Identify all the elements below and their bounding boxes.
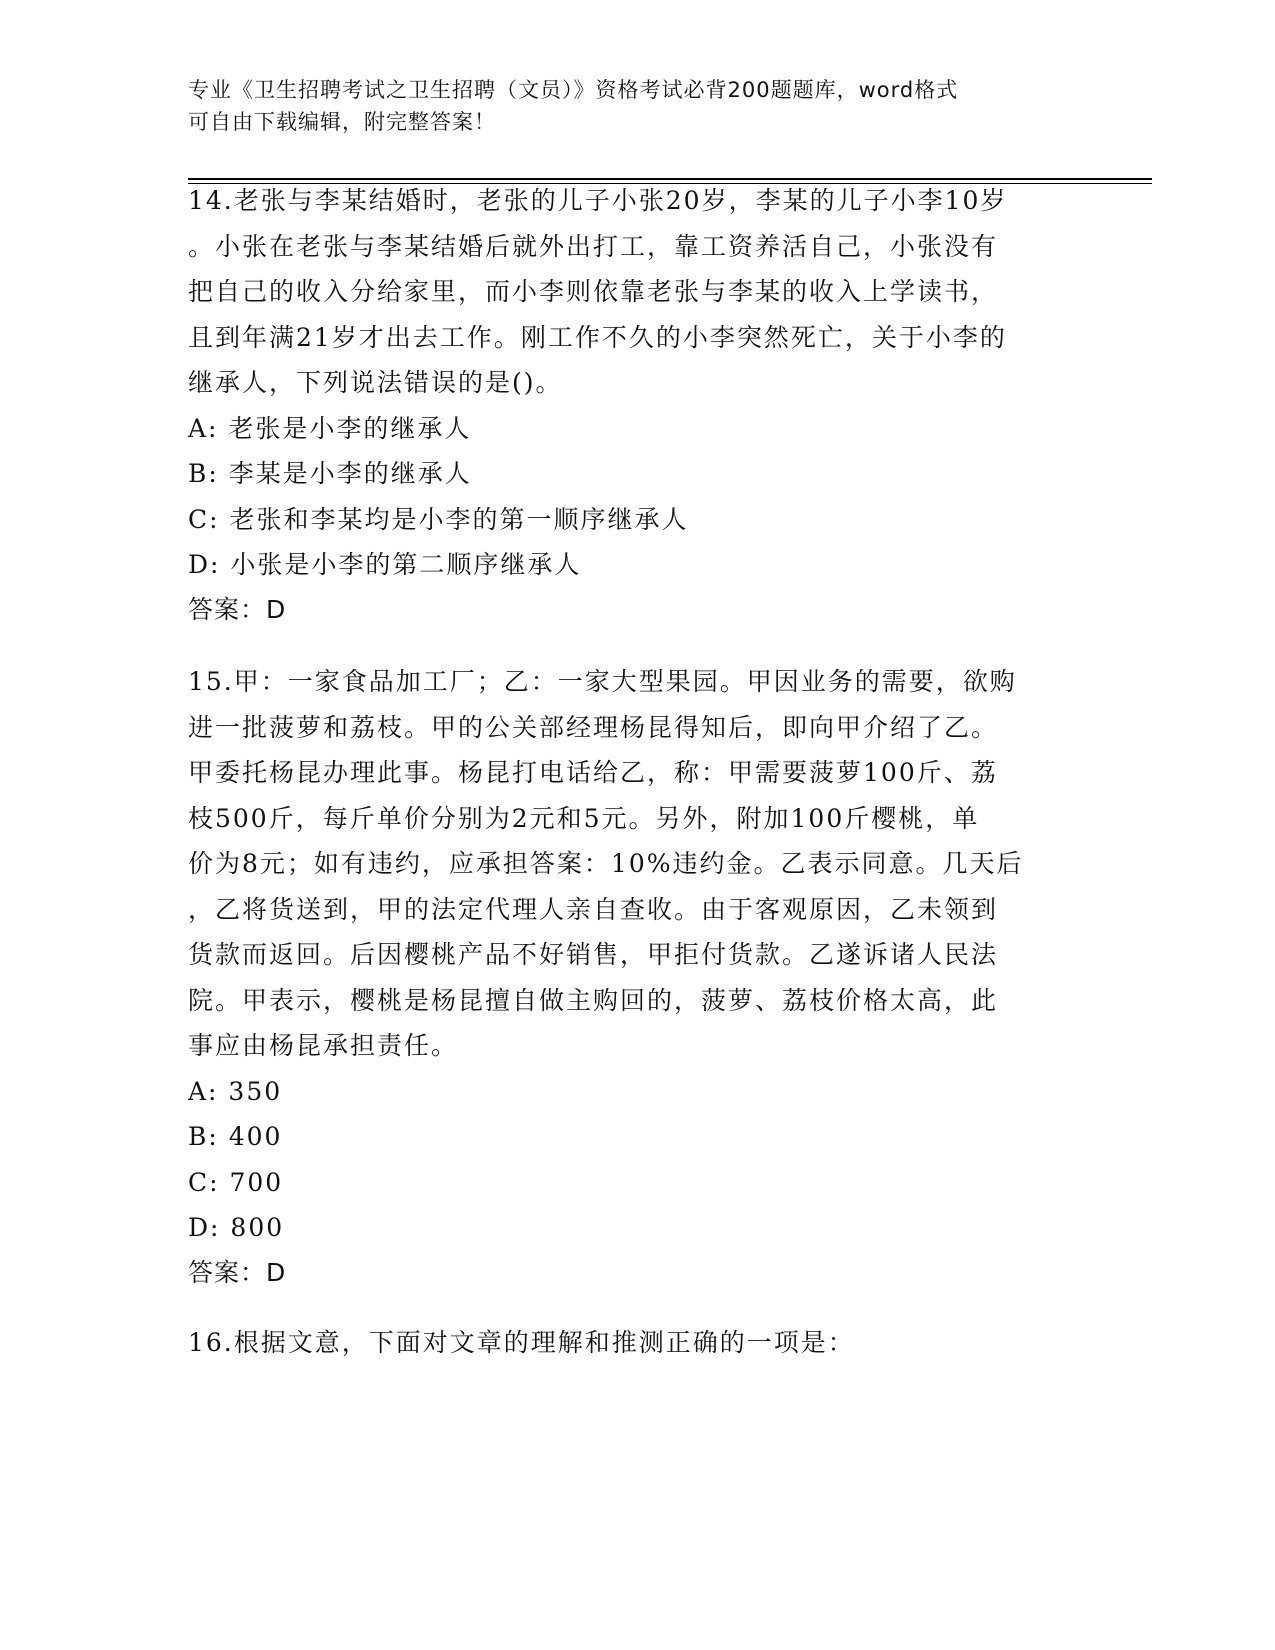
option-b: B: 李某是小李的继承人: [188, 459, 472, 488]
document-header: [188, 74, 1088, 138]
answer: 答案：D: [188, 594, 287, 624]
header-line-2: 可自由下载编辑，附完整答案！: [188, 110, 496, 134]
question-stem-line: 枝500斤，每斤单价分别为2元和5元。另外，附加100斤樱桃，单: [188, 803, 980, 833]
question-stem-line: 进一批菠萝和荔枝。甲的公关部经理杨昆得知后，即向甲介绍了乙。: [188, 712, 999, 742]
question-stem-line: 院。甲表示，樱桃是杨昆擅自做主购回的，菠萝、荔枝价格太高，此: [188, 985, 999, 1015]
question-stem-line: ，乙将货送到，甲的法定代理人亲自查收。由于客观原因，乙未领到: [188, 894, 999, 924]
question-stem-line: 。小张在老张与李某结婚后就外出打工，靠工资养活自己，小张没有: [188, 231, 999, 261]
question-stem-line: 16.根据文意，下面对文章的理解和推测正确的一项是：: [188, 1328, 855, 1357]
header-line-1: 专业《卫生招聘考试之卫生招聘（文员）》资格考试必背200题题库，word格式: [188, 78, 959, 102]
option-c: C: 700: [188, 1167, 284, 1197]
option-a: A: 350: [188, 1076, 283, 1106]
question-stem-line: 继承人，下列说法错误的是()。: [188, 368, 563, 397]
question-stem-line: 甲委托杨昆办理此事。杨昆打电话给乙，称：甲需要菠萝100斤、荔: [188, 758, 998, 787]
question-stem-line: 且到年满21岁才出去工作。刚工作不久的小李突然死亡，关于小李的: [188, 322, 1007, 352]
question-stem-line: 14.老张与李某结婚时，老张的儿子小张20岁，李某的儿子小李10岁: [188, 186, 1008, 215]
question-stem-line: 把自己的收入分给家里，而小李则依靠老张与李某的收入上学读书，: [188, 277, 999, 306]
option-a: A: 老张是小李的继承人: [188, 413, 472, 443]
question-16: [188, 1320, 1078, 1366]
question-stem-line: 价为8元；如有违约，应承担答案：10%违约金。乙表示同意。几天后: [188, 849, 1024, 878]
question-14: [188, 178, 1078, 632]
option-c: C: 老张和李某均是小李的第一顺序继承人: [188, 504, 689, 534]
answer: 答案：D: [188, 1257, 287, 1287]
question-stem-line: 15.甲：一家食品加工厂；乙：一家大型果园。甲因业务的需要，欲购: [188, 667, 1017, 696]
question-stem-line: 事应由杨昆承担责任。: [188, 1031, 459, 1060]
option-d: D: 小张是小李的第二顺序继承人: [188, 550, 582, 579]
option-b: B: 400: [188, 1122, 283, 1151]
question-stem-line: 货款而返回。后因樱桃产品不好销售，甲拒付货款。乙遂诉诸人民法: [188, 940, 999, 969]
option-d: D: 800: [188, 1213, 285, 1242]
question-15: [188, 659, 1078, 1295]
